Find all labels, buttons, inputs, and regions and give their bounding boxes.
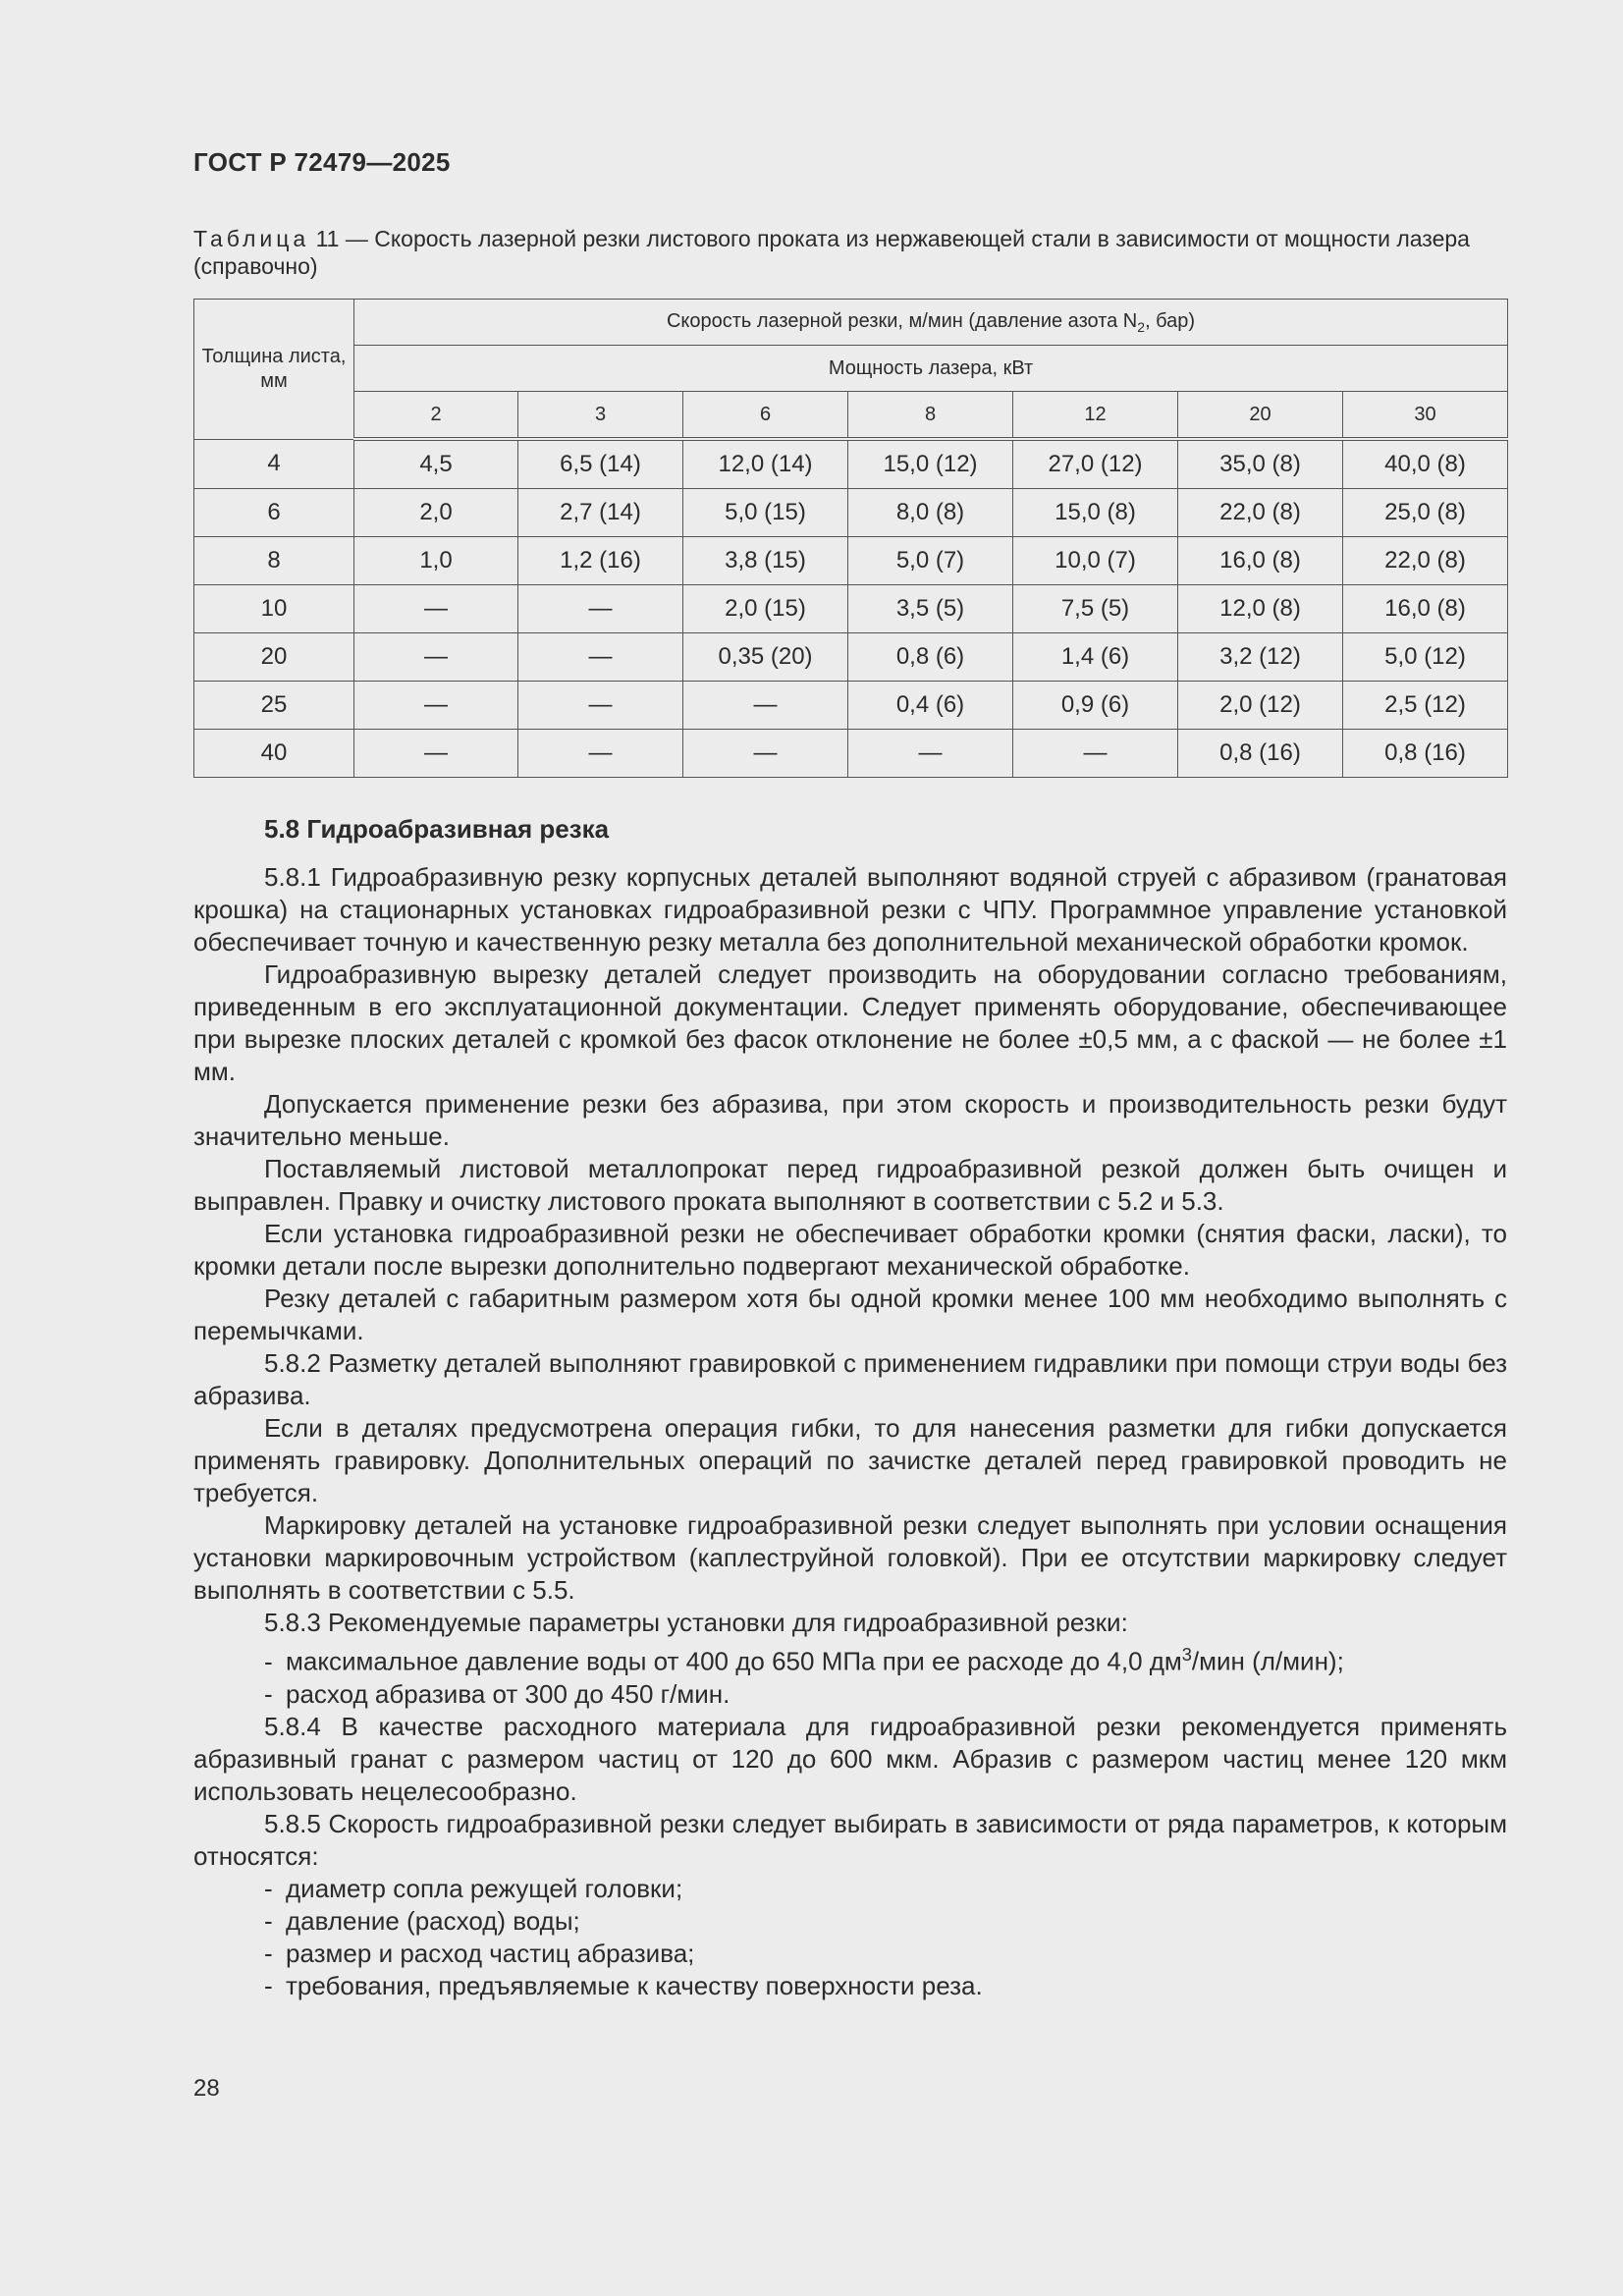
table-row bbox=[194, 489, 1508, 537]
thickness-cell: 4 bbox=[194, 439, 354, 489]
speed-cell: 0,8 (6) bbox=[848, 633, 1013, 682]
paragraph: 5.8.3 Рекомендуемые параметры установки для гидроабразивной резки: bbox=[264, 1608, 1128, 1637]
list-item: - требования, предъявляемые к качеству поверхности реза. bbox=[264, 1970, 983, 2000]
speed-cell: 16,0 (8) bbox=[1178, 537, 1343, 585]
speed-cell: 40,0 (8) bbox=[1343, 439, 1508, 489]
power-value: 6 bbox=[683, 392, 848, 440]
power-value: 12 bbox=[1013, 392, 1178, 440]
table-row bbox=[194, 537, 1508, 585]
table-caption-label: Таблица bbox=[193, 226, 310, 251]
section-body bbox=[193, 813, 1507, 2002]
speed-cell: — bbox=[518, 585, 683, 633]
speed-cell: — bbox=[518, 633, 683, 682]
paragraph: Если установка гидроабразивной резки не обеспечивает обработки кромки (снятия фаски, ласки), то кромки детали после вырезки дополнительно подвергают механической обработке. bbox=[193, 1219, 1507, 1281]
table-row bbox=[194, 439, 1508, 489]
speed-cell: 1,4 (6) bbox=[1013, 633, 1178, 682]
paragraph: Гидроабразивную вырезку деталей следует производить на оборудовании согласно требованиям, приведенным в его эксплуатационной документации. Следует применять оборудование, обеспечивающее при вырезке плоских деталей с кромкой без фасок отклонение не более ±0,5 мм, а с фаской — не более ±1 мм. bbox=[193, 959, 1507, 1086]
paragraph: Маркировку деталей на установке гидроабразивной резки следует выполнять при условии оснащения установки маркировочным устройством (каплеструйной головкой). При ее отсутствии маркировку следует выполнять в соответствии с 5.5. bbox=[193, 1510, 1507, 1605]
speed-cell: 27,0 (12) bbox=[1013, 439, 1178, 489]
speed-cell: 5,0 (7) bbox=[848, 537, 1013, 585]
table-caption bbox=[193, 225, 1507, 280]
table-caption-number: 11 bbox=[315, 226, 340, 251]
table-row bbox=[194, 730, 1508, 778]
speed-cell: — bbox=[683, 682, 848, 730]
paragraph: Поставляемый листовой металлопрокат перед гидроабразивной резкой должен быть очищен и выправлен. Правку и очистку листового проката выполняют в соответствии с 5.2 и 5.3. bbox=[193, 1154, 1507, 1216]
thickness-cell: 10 bbox=[194, 585, 354, 633]
paragraph: Допускается применение резки без абразива, при этом скорость и производительность резки будут значительно меньше. bbox=[193, 1089, 1507, 1151]
column-header-thickness: Толщина листа, мм bbox=[194, 300, 354, 440]
speed-table bbox=[193, 299, 1508, 778]
speed-cell: 4,5 bbox=[354, 439, 518, 489]
speed-cell: 5,0 (12) bbox=[1343, 633, 1508, 682]
speed-cell: 0,8 (16) bbox=[1178, 730, 1343, 778]
speed-cell: 35,0 (8) bbox=[1178, 439, 1343, 489]
speed-cell: 0,9 (6) bbox=[1013, 682, 1178, 730]
speed-cell: 15,0 (12) bbox=[848, 439, 1013, 489]
speed-cell: 0,35 (20) bbox=[683, 633, 848, 682]
paragraph: 5.8.4 В качестве расходного материала для гидроабразивной резки рекомендуется применять абразивный гранат с размером частиц от 120 до 600 мкм. Абразив с размером частиц менее 120 мкм использовать нецелесообразно. bbox=[193, 1711, 1507, 1806]
thickness-cell: 6 bbox=[194, 489, 354, 537]
speed-cell: — bbox=[1013, 730, 1178, 778]
speed-cell: 5,0 (15) bbox=[683, 489, 848, 537]
speed-cell: — bbox=[354, 633, 518, 682]
section-title: 5.8 Гидроабразивная резка bbox=[264, 814, 610, 844]
speed-cell: 2,0 bbox=[354, 489, 518, 537]
power-value: 8 bbox=[848, 392, 1013, 440]
speed-cell: 6,5 (14) bbox=[518, 439, 683, 489]
speed-cell: 15,0 (8) bbox=[1013, 489, 1178, 537]
speed-cell: — bbox=[848, 730, 1013, 778]
table-row bbox=[194, 585, 1508, 633]
speed-table-container bbox=[193, 299, 1507, 778]
speed-cell: 7,5 (5) bbox=[1013, 585, 1178, 633]
power-value: 3 bbox=[518, 392, 683, 440]
column-header-power: Мощность лазера, кВт bbox=[354, 346, 1508, 392]
table-caption-text: — Скорость лазерной резки листового проката из нержавеющей стали в зависимости от мощности лазера (справочно) bbox=[193, 226, 1470, 279]
speed-cell: 0,8 (16) bbox=[1343, 730, 1508, 778]
list-item: - давление (расход) воды; bbox=[264, 1905, 580, 1936]
thickness-cell: 40 bbox=[194, 730, 354, 778]
thickness-cell: 8 bbox=[194, 537, 354, 585]
list-item: - максимальное давление воды от 400 до 650 МПа при ее расходе до 4,0 $дм^3$/мин (л/мин); bbox=[264, 1645, 1344, 1676]
speed-cell: 22,0 (8) bbox=[1343, 537, 1508, 585]
speed-cell: 2,7 (14) bbox=[518, 489, 683, 537]
speed-cell: 0,4 (6) bbox=[848, 682, 1013, 730]
speed-cell: 10,0 (7) bbox=[1013, 537, 1178, 585]
paragraph: Если в деталях предусмотрена операция гибки, то для нанесения разметки для гибки допускается применять гравировку. Дополнительных операций по зачистке деталей перед гравировкой проводить не требуется. bbox=[193, 1413, 1507, 1507]
speed-cell: 12,0 (8) bbox=[1178, 585, 1343, 633]
document-header: ГОСТ Р 72479—2025 bbox=[193, 147, 451, 177]
power-values-row bbox=[194, 392, 1508, 440]
speed-table-body bbox=[194, 439, 1508, 778]
column-header-speed: Скорость лазерной резки, м/мин (давление азота $N_2$, бар) bbox=[354, 300, 1508, 346]
speed-cell: 8,0 (8) bbox=[848, 489, 1013, 537]
list-item: - расход абразива от 300 до 450 г/мин. bbox=[264, 1678, 730, 1709]
speed-cell: 3,5 (5) bbox=[848, 585, 1013, 633]
speed-cell: 3,8 (15) bbox=[683, 537, 848, 585]
speed-cell: 16,0 (8) bbox=[1343, 585, 1508, 633]
list-item: - размер и расход частиц абразива; bbox=[264, 1938, 695, 1968]
speed-cell: 3,2 (12) bbox=[1178, 633, 1343, 682]
speed-cell: — bbox=[354, 585, 518, 633]
speed-cell: — bbox=[518, 682, 683, 730]
paragraph: 5.8.1 Гидроабразивную резку корпусных деталей выполняют водяной струей с абразивом (гранатовая крошка) на стационарных установках гидроабразивной резки с ЧПУ. Программное управление установкой обеспечивает точную и качественную резку металла без дополнительной механической обработки кромок. bbox=[193, 862, 1507, 957]
power-value: 30 bbox=[1343, 392, 1508, 440]
speed-cell: 2,0 (12) bbox=[1178, 682, 1343, 730]
speed-cell: 2,0 (15) bbox=[683, 585, 848, 633]
page-number: 28 bbox=[193, 2075, 220, 2102]
list-item: - диаметр сопла режущей головки; bbox=[264, 1873, 683, 1903]
speed-cell: 12,0 (14) bbox=[683, 439, 848, 489]
power-value: 20 bbox=[1178, 392, 1343, 440]
speed-cell: 22,0 (8) bbox=[1178, 489, 1343, 537]
speed-cell: — bbox=[518, 730, 683, 778]
thickness-cell: 25 bbox=[194, 682, 354, 730]
table-row bbox=[194, 682, 1508, 730]
speed-cell: — bbox=[683, 730, 848, 778]
speed-cell: 25,0 (8) bbox=[1343, 489, 1508, 537]
paragraph: 5.8.2 Разметку деталей выполняют гравировкой с применением гидравлики при помощи струи воды без абразива. bbox=[193, 1348, 1507, 1410]
paragraph: 5.8.5 Скорость гидроабразивной резки следует выбирать в зависимости от ряда параметров, к которым относятся: bbox=[193, 1808, 1507, 1871]
power-value: 2 bbox=[354, 392, 518, 440]
speed-cell: 1,0 bbox=[354, 537, 518, 585]
thickness-cell: 20 bbox=[194, 633, 354, 682]
paragraph: Резку деталей с габаритным размером хотя бы одной кромки менее 100 мм необходимо выполнять с перемычками. bbox=[193, 1284, 1507, 1345]
speed-cell: 1,2 (16) bbox=[518, 537, 683, 585]
speed-cell: 2,5 (12) bbox=[1343, 682, 1508, 730]
table-row bbox=[194, 633, 1508, 682]
speed-cell: — bbox=[354, 682, 518, 730]
speed-cell: — bbox=[354, 730, 518, 778]
